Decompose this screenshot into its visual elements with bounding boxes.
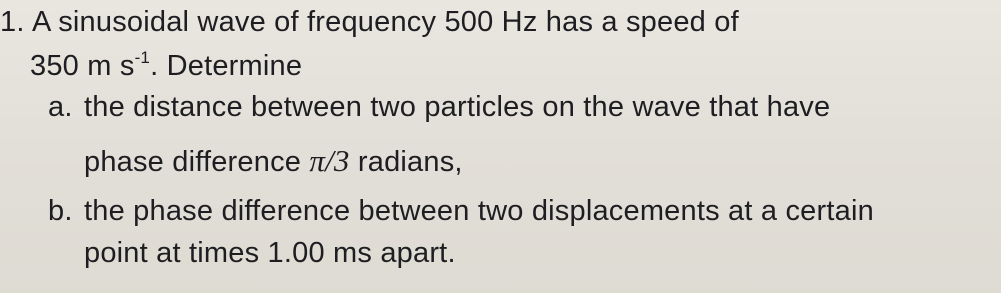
question-number: 1. [0,6,25,38]
part-a-text-3: radians, [349,146,463,178]
speed-value: 350 m s [30,50,135,82]
speed-unit-exponent: -1 [134,48,151,67]
part-a-line-1 [48,91,830,123]
part-b-line-2 [84,237,456,269]
part-b-text-1: the phase difference between two displacements at a certain [84,195,874,227]
part-a-text-1: the distance between two particles on the wave that have [84,91,831,123]
part-b-letter: b. [48,195,73,227]
part-b-text-2: point at times 1.00 ms apart. [84,237,456,269]
question-stem-text: A sinusoidal wave of frequency 500 Hz has a speed of [32,6,739,38]
phase-difference-expression: π/3 [309,143,350,178]
question-stem-line-2 [30,50,302,82]
part-a-letter: a. [48,91,73,123]
stem-instruction: . Determine [150,50,303,82]
part-a-line-2 [84,145,463,178]
part-b-line-1 [48,195,874,227]
part-a-text-2: phase difference [84,146,310,178]
question-stem-line-1 [0,6,739,38]
